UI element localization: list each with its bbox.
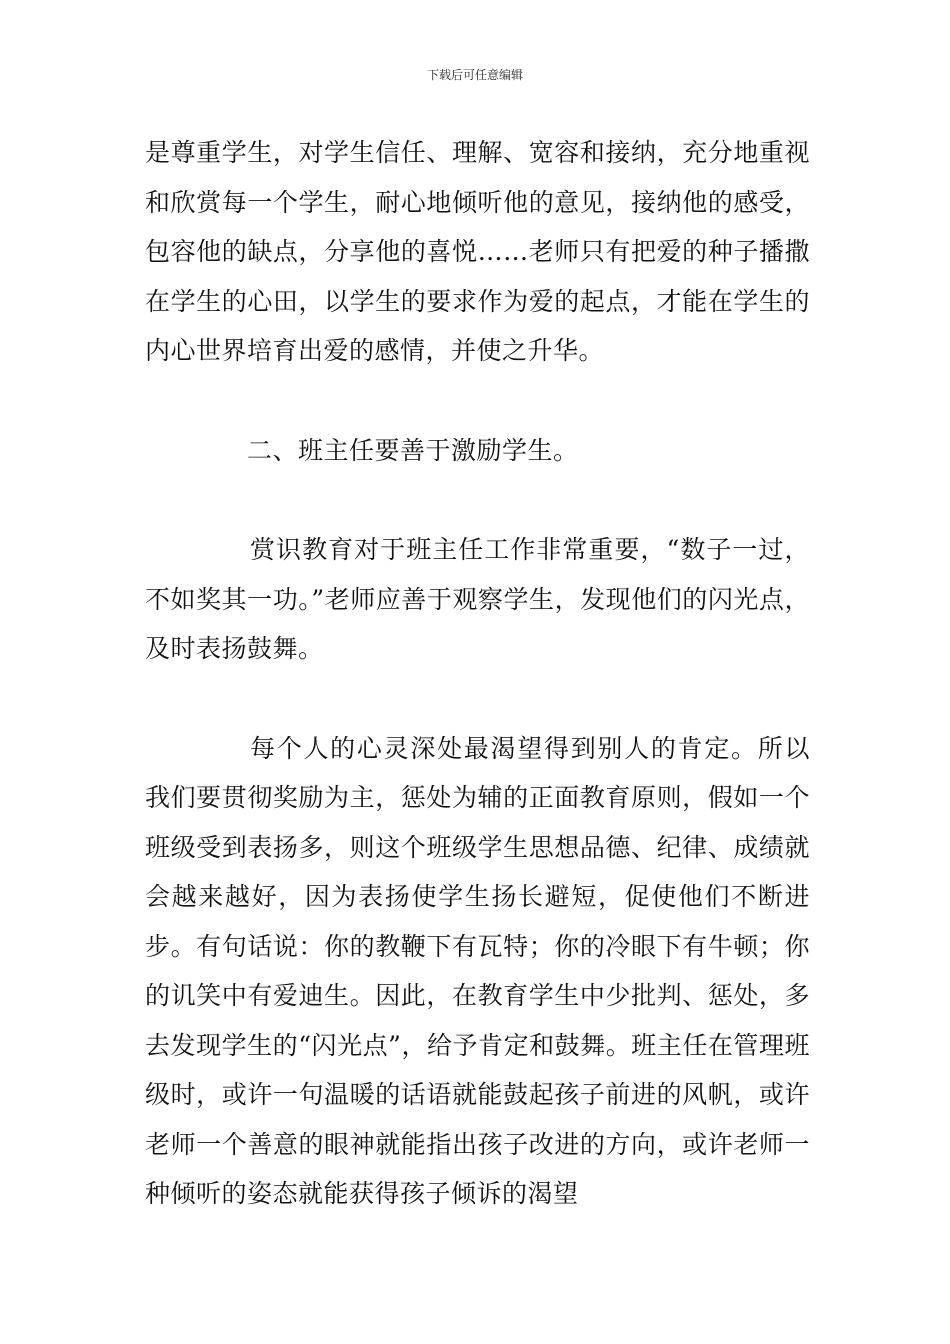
paragraph-praise: 每个人的心灵深处最渴望得到别人的肯定。所以我们要贯彻奖励为主，惩处为辅的正面教育原则，假如一个班级受到表扬多，则这个班级学生思想品德、纪律、成绩就会越来越好，因为表扬使学生扬长避短，促使他们不断进步。有句话说：你的教鞭下有瓦特；你的冷眼下有牛顿；你的讥笑中有爱迪生。因此，在教育学生中少批判、惩处，多去发现学生的“闪光点”，给予肯定和鼓舞。班主任在管理班级时，或许一句温暖的话语就能鼓起孩子前进的风帆，或许老师一个善意的眼神就能指出孩子改进的方向，或许老师一种倾听的姿态就能获得孩子倾诉的渴望 — [145, 733, 810, 1208]
paragraph-spacer — [145, 674, 810, 724]
paragraph-appreciation: 赏识教育对于班主任工作非常重要，“数子一过，不如奖其一功。”老师应善于观察学生，发现他们的闪光点，及时表扬鼓舞。 — [145, 535, 810, 663]
section-heading: 二、班主任要善于激励学生。 — [247, 435, 579, 465]
paragraph-continuation: 是尊重学生，对学生信任、理解、宽容和接纳，充分地重视和欣赏每一个学生，耐心地倾听他的意见，接纳他的感受，包容他的缺点，分享他的喜悦……老师只有把爱的种子播撒在学生的心田，以学生的要求作为爱的起点，才能在学生的内心世界培育出爱的感情，并使之升华。 — [145, 138, 810, 365]
document-body — [145, 128, 810, 1219]
paragraph-spacer — [145, 475, 810, 525]
paragraph-spacer — [145, 376, 810, 426]
page-header-note: 下载后可任意编辑 — [426, 68, 523, 82]
